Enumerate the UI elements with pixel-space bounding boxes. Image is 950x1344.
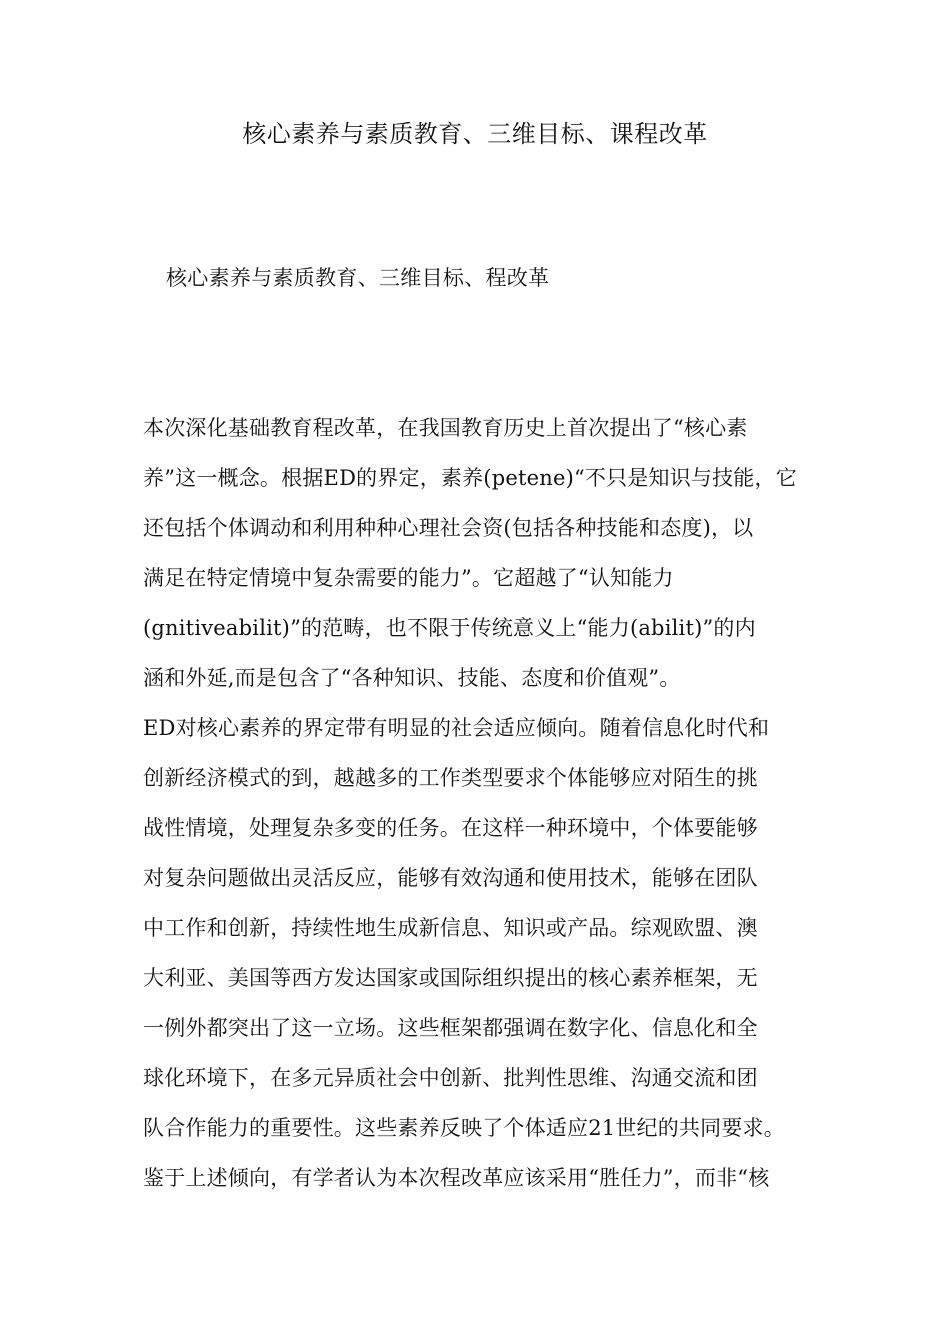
body-line: 对复杂问题做出灵活反应，能够有效沟通和使用技术，能够在团队 bbox=[143, 866, 758, 890]
body-line: 鉴于上述倾向，有学者认为本次程改革应该采用“胜任力”，而非“核 bbox=[143, 1166, 770, 1190]
body-line: 战性情境，处理复杂多变的任务。在这样一种环境中，个体要能够 bbox=[143, 816, 758, 840]
body-line: 创新经济模式的到，越越多的工作类型要求个体能够应对陌生的挑 bbox=[143, 766, 758, 790]
document-subtitle: 核心素养与素质教育、三维目标、程改革 bbox=[166, 266, 550, 290]
body-line: 还包括个体调动和利用种种心理社会资(包括各种技能和态度)，以 bbox=[143, 516, 754, 540]
body-line: 养”这一概念。根据ED的界定，素养(petene)“不只是知识与技能，它 bbox=[143, 466, 797, 490]
body-line: 涵和外延,而是包含了“各种知识、技能、态度和价值观”。 bbox=[143, 666, 681, 690]
body-line: 大利亚、美国等西方发达国家或国际组织提出的核心素养框架，无 bbox=[143, 966, 758, 990]
document-title: 核心素养与素质教育、三维目标、课程改革 bbox=[242, 120, 708, 148]
body-line: ED对核心素养的界定带有明显的社会适应倾向。随着信息化时代和 bbox=[143, 716, 770, 740]
body-line: 队合作能力的重要性。这些素养反映了个体适应21世纪的共同要求。 bbox=[143, 1116, 785, 1140]
body-line: 中工作和创新，持续性地生成新信息、知识或产品。综观欧盟、澳 bbox=[143, 916, 758, 940]
body-line: 一例外都突出了这一立场。这些框架都强调在数字化、信息化和全 bbox=[143, 1016, 758, 1040]
body-line: 满足在特定情境中复杂需要的能力”。它超越了“认知能力 bbox=[143, 566, 674, 590]
body-line: 本次深化基础教育程改革，在我国教育历史上首次提出了“核心素 bbox=[143, 416, 748, 440]
body-line: 球化环境下，在多元异质社会中创新、批判性思维、沟通交流和团 bbox=[143, 1066, 758, 1090]
body-line: (gnitiveabilit)”的范畴，也不限于传统意义上“能力(abilit)”的内 bbox=[143, 616, 756, 640]
